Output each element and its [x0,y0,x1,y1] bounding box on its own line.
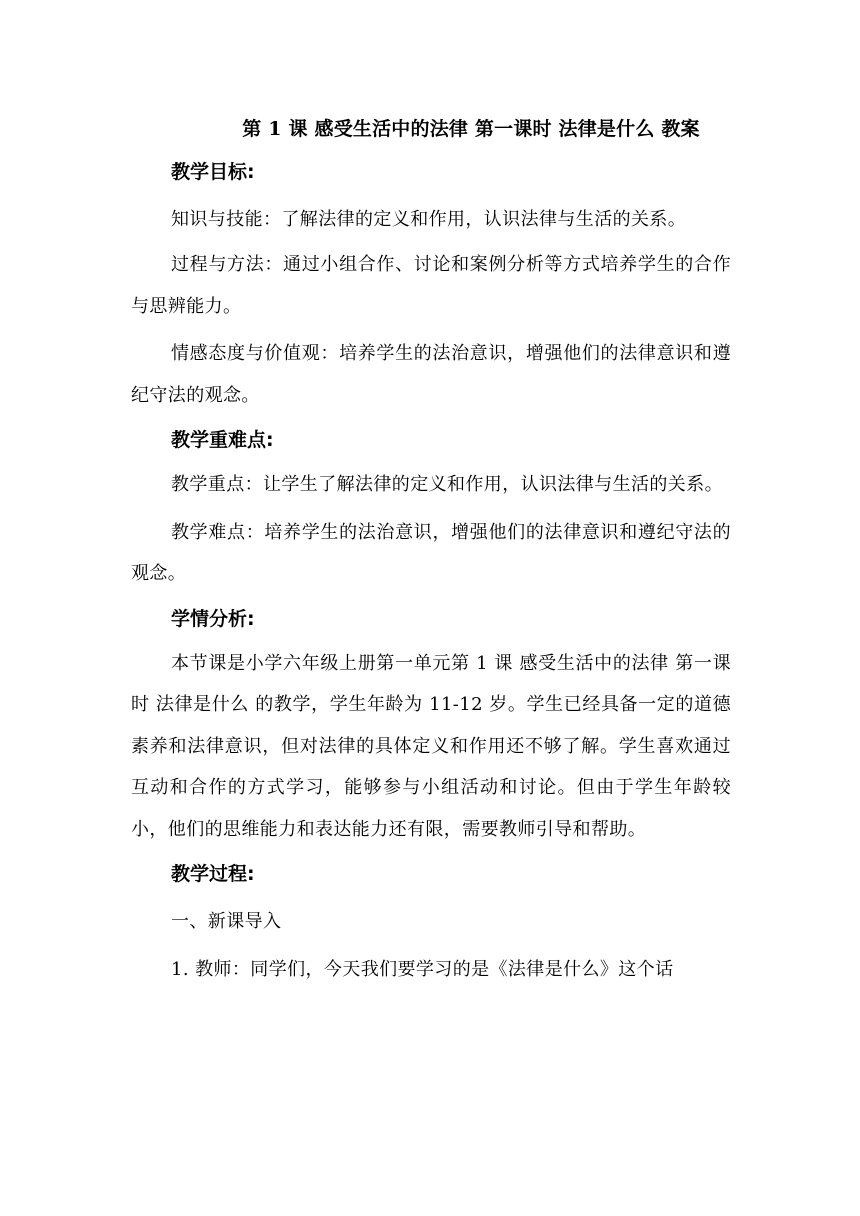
document-body [131,110,731,994]
objective-knowledge: 知识与技能：了解法律的定义和作用，认识法律与生活的关系。 [171,209,687,230]
key-point-difficulty: 教学难点：培养学生的法治意识，增强他们的法律意识和遵纪守法的观念。 [131,521,731,584]
process-step-intro: 一、新课导入 [171,911,282,932]
objective-process: 过程与方法：通过小组合作、讨论和案例分析等方式培养学生的合作与思辨能力。 [131,254,731,317]
analysis-paragraph: 本节课是小学六年级上册第一单元第 1 课 感受生活中的法律 第一课时 法律是什么 的教学，学生年龄为 11-12 岁。学生已经具备一定的道德素养和法律意识，但对法律的具体定义和作用还不够了解。学生喜欢通过互动和合作的方式学习，能够参与小组活动和讨论。但由于学生年龄较小，他们的思维能力和表达能力还有限，需要教师引导和帮助。 [131,652,731,840]
process-heading: 教学过程: [171,863,255,885]
key-point-focus: 教学重点：让学生了解法律的定义和作用，认识法律与生活的关系。 [171,474,723,495]
objectives-heading: 教学目标: [171,161,255,183]
key-points-heading: 教学重难点: [171,429,274,451]
process-item-1: 1. 教师：同学们，今天我们要学习的是《法律是什么》这个话 [171,959,674,980]
objective-values: 情感态度与价值观：培养学生的法治意识，增强他们的法律意识和遵纪守法的观念。 [131,343,731,406]
analysis-heading: 学情分析: [171,607,255,630]
document-title: 第 1 课 感受生活中的法律 第一课时 法律是什么 教案 [242,118,700,140]
